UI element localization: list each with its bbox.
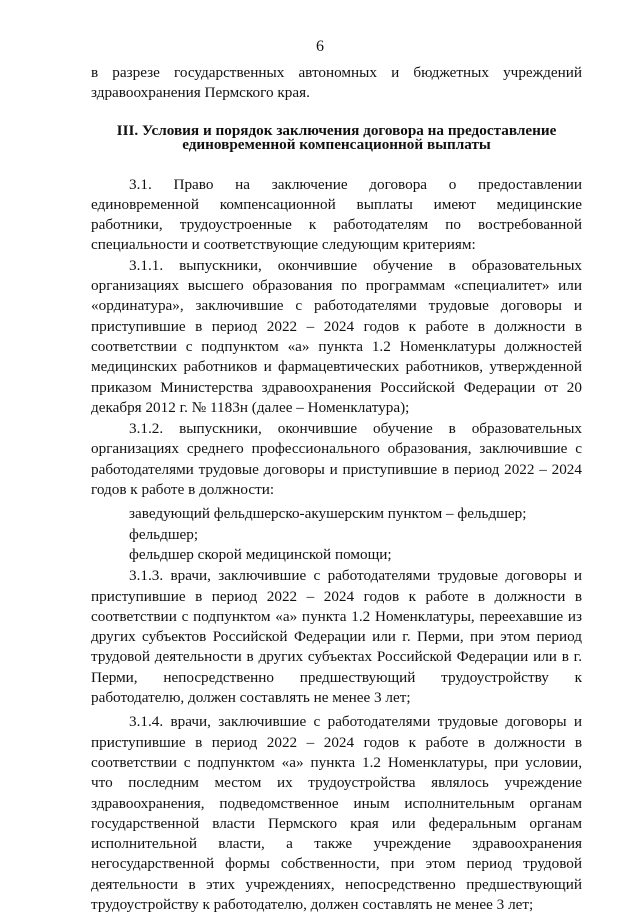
page-number: 6 [316, 38, 324, 55]
section-heading-line-1: III. Условия и порядок заключения договора на предоставление [116, 121, 557, 139]
intro-paragraph: в разрезе государственных автономных и бюджетных учреждений здравоохранения Пермского края. [91, 64, 582, 102]
paragraph-3-1: 3.1. Право на заключение договора о предоставлении единовременной компенсационной выплаты имеют медицинские работники, трудоустроенные к работодателям по востребованной специальности и соответствующие следующим критериям: [91, 175, 582, 254]
position-item: заведующий фельдшерско-акушерским пунктом – фельдшер; [129, 505, 527, 523]
position-item: фельдшер скорой медицинской помощи; [129, 545, 392, 563]
paragraph-3-1-4: 3.1.4. врачи, заключившие с работодателями трудовые договоры и приступившие в период 2022 – 2024 годов к работе в должности в соответствии с подпунктом «а» пункта 1.2 Номенклатуры, при условии, что последним местом их трудоустройства являлось учреждение здравоохранения, подведомственное иным исполнительным органам государственной власти Пермского края или федеральным органам исполнительной власти, а также учреждение здравоохранения негосударственной формы собственности, при этом период трудовой деятельности в этих учреждениях, непосредственно предшествующий трудоустройству к работодателю, должен составлять не менее 3 лет; [91, 713, 582, 913]
document-body [91, 63, 582, 915]
paragraph-3-1-3: 3.1.3. врачи, заключившие с работодателями трудовые договоры и приступившие в период 2022 – 2024 годов к работе в должности в соответствии с подпунктом «а» пункта 1.2 Номенклатуры, переехавшие из других субъектов Российской Федерации или г. Перми, при этом период трудовой деятельности в других субъектах Российской Федерации или в г. Перми, непосредственно предшествующий трудоустройству к работодателю, должен составлять не менее 3 лет; [91, 567, 582, 707]
section-heading-line-2: единовременной компенсационной выплаты [182, 135, 491, 153]
paragraph-3-1-1: 3.1.1. выпускники, окончившие обучение в образовательных организациях высшего образования по программам «специалитет» или «ординатура», заключившие с работодателями трудовые договоры и приступившие в период 2022 – 2024 годов к работе в должности в соответствии с подпунктом «а» пункта 1.2 Номенклатуры должностей медицинских работников и фармацевтических работников, утвержденной приказом Министерства здравоохранения Российской Федерации от 20 декабря 2012 г. № 1183н (далее – Номенклатура); [91, 256, 582, 416]
position-item: фельдшер; [129, 525, 199, 543]
paragraph-3-1-2: 3.1.2. выпускники, окончившие обучение в образовательных организациях среднего профессионального образования, заключившие с работодателями трудовые договоры и приступившие в период 2022 – 2024 годов к работе в должности: [91, 420, 582, 499]
section-heading [91, 121, 582, 153]
